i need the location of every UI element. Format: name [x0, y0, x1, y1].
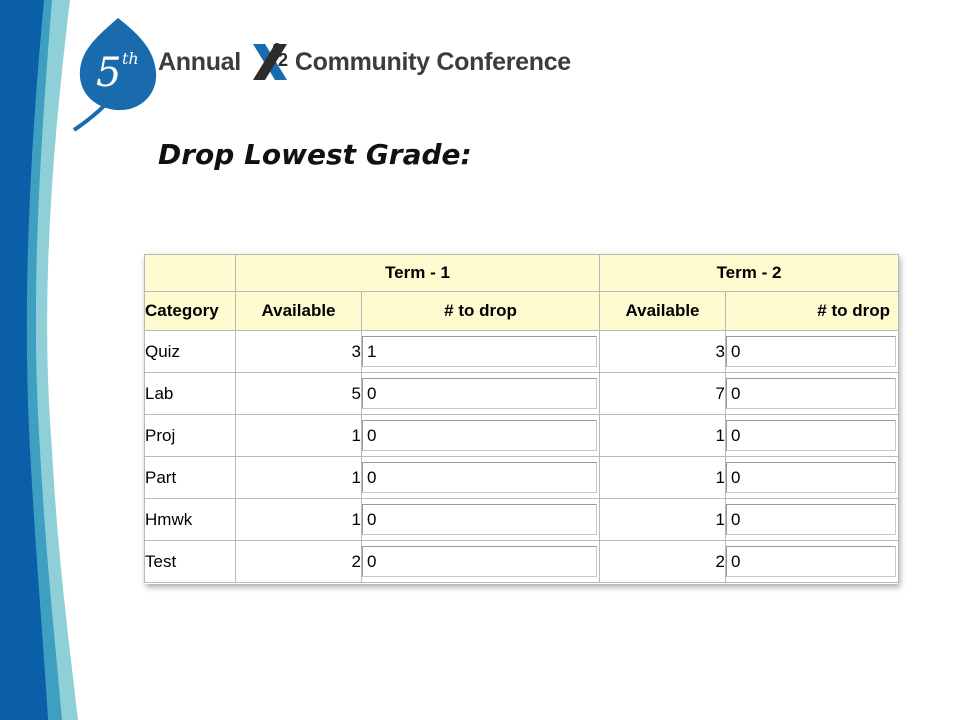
column-header-row [145, 292, 899, 331]
x2-logo-icon [247, 42, 293, 82]
term-2-available-cell: 1 [600, 415, 726, 457]
term-2-available-cell: 2 [600, 541, 726, 583]
logo-suffix: th [122, 49, 139, 68]
term-1-available-header: Available [236, 292, 362, 331]
table-row [145, 499, 899, 541]
term-1-available-cell: 5 [236, 373, 362, 415]
term-1-available-cell: 2 [236, 541, 362, 583]
conference-logo [66, 14, 576, 134]
term-1-drop-input[interactable] [362, 420, 597, 451]
term-2-available-cell: 7 [600, 373, 726, 415]
term-1-drop-header: # to drop [362, 292, 600, 331]
term-2-available-cell: 1 [600, 499, 726, 541]
category-cell: Proj [145, 415, 236, 457]
term-1-drop-input[interactable] [362, 336, 597, 367]
term-1-drop-input[interactable] [362, 546, 597, 577]
page-title: Drop Lowest Grade: [158, 138, 472, 171]
term-2-drop-header: # to drop [726, 292, 899, 331]
table-row [145, 373, 899, 415]
term-2-drop-input[interactable] [726, 378, 896, 409]
category-cell: Quiz [145, 331, 236, 373]
table-row [145, 541, 899, 583]
table-row [145, 415, 899, 457]
drop-grade-table [144, 254, 899, 583]
term-1-available-cell: 3 [236, 331, 362, 373]
category-cell: Hmwk [145, 499, 236, 541]
logo-number: 5 [96, 50, 122, 96]
category-cell: Lab [145, 373, 236, 415]
term-2-available-cell: 3 [600, 331, 726, 373]
term-1-drop-input[interactable] [362, 504, 597, 535]
term-1-header: Term - 1 [236, 255, 600, 292]
term-header-row [145, 255, 899, 292]
logo-annual-text: Annual [158, 47, 241, 76]
table-row [145, 457, 899, 499]
term-2-drop-input[interactable] [726, 336, 896, 367]
drop-grade-table-container [144, 254, 898, 584]
term-2-available-header: Available [600, 292, 726, 331]
term-2-drop-input[interactable] [726, 546, 896, 577]
category-cell: Part [145, 457, 236, 499]
conference-name [158, 42, 571, 82]
table-row [145, 331, 899, 373]
logo-conference-text: Community Conference [294, 47, 571, 76]
blank-header-cell [145, 255, 236, 292]
term-1-drop-input[interactable] [362, 378, 597, 409]
term-2-header: Term - 2 [600, 255, 899, 292]
leaf-logo-icon [66, 14, 166, 134]
term-2-available-cell: 1 [600, 457, 726, 499]
category-header: Category [145, 292, 236, 331]
term-2-drop-input[interactable] [726, 462, 896, 493]
term-1-available-cell: 1 [236, 499, 362, 541]
term-2-drop-input[interactable] [726, 504, 896, 535]
category-cell: Test [145, 541, 236, 583]
term-1-available-cell: 1 [236, 415, 362, 457]
svg-text:2: 2 [277, 50, 288, 70]
term-1-drop-input[interactable] [362, 462, 597, 493]
term-1-available-cell: 1 [236, 457, 362, 499]
term-2-drop-input[interactable] [726, 420, 896, 451]
